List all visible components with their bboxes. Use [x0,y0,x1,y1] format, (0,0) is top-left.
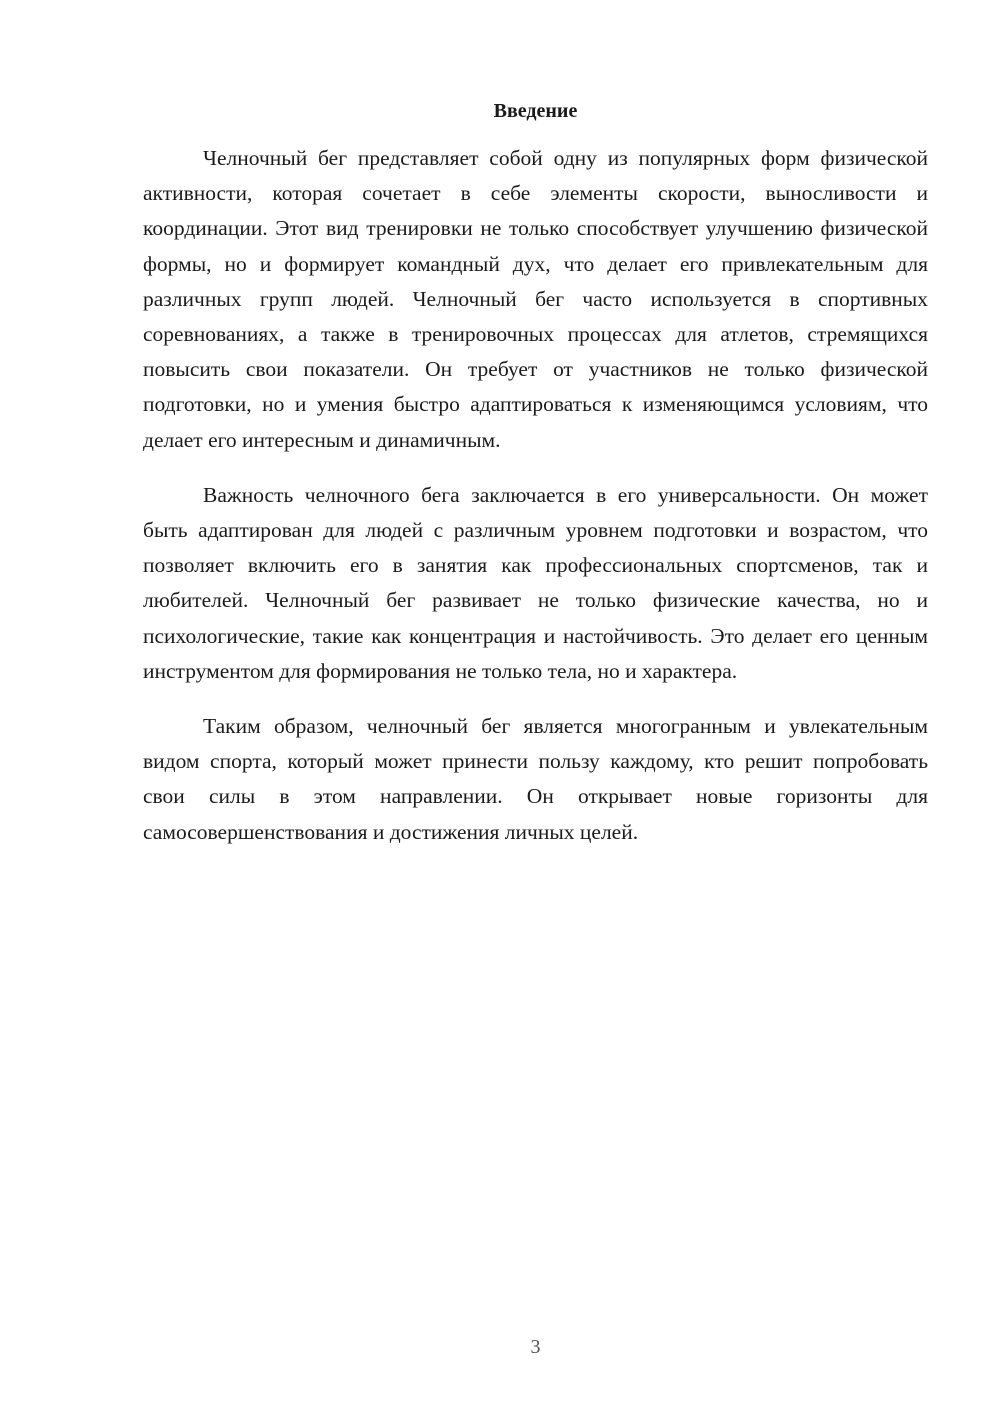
section-heading: Введение [493,100,578,122]
paragraph-2: Важность челночного бега заключается в его универсальности. Он может быть адаптирован для людей с различным уровнем подготовки и возрастом, что позволяет включить его в занятия как профессиональных спортсменов, так и любителей. Челночный бег развивает не только физические качества, но и психологические, такие как концентрация и настойчивость. Это делает его ценным инструментом для формирования не только тела, но и характера. [143,482,928,683]
paragraph-3: Таким образом, челночный бег является многогранным и увлекательным видом спорта, который может принести пользу каждому, кто решит попробовать свои силы в этом направлении. Он открывает новые горизонты для самосовершенствования и достижения личных целей. [143,714,928,844]
page-number: 3 [530,1336,541,1358]
body-text [143,141,928,870]
paragraph-1: Челночный бег представляет собой одну из популярных форм физической активности, которая сочетает в себе элементы скорости, выносливости и координации. Этот вид тренировки не только способствует улучшению физической формы, но и формирует командный дух, что делает его привлекательным для различных групп людей. Челночный бег часто используется в спортивных соревнованиях, а также в тренировочных процессах для атлетов, стремящихся повысить свои показатели. Он требует от участников не только физической подготовки, но и умения быстро адаптироваться к изменяющимся условиям, что делает его интересным и динамичным. [143,146,928,452]
